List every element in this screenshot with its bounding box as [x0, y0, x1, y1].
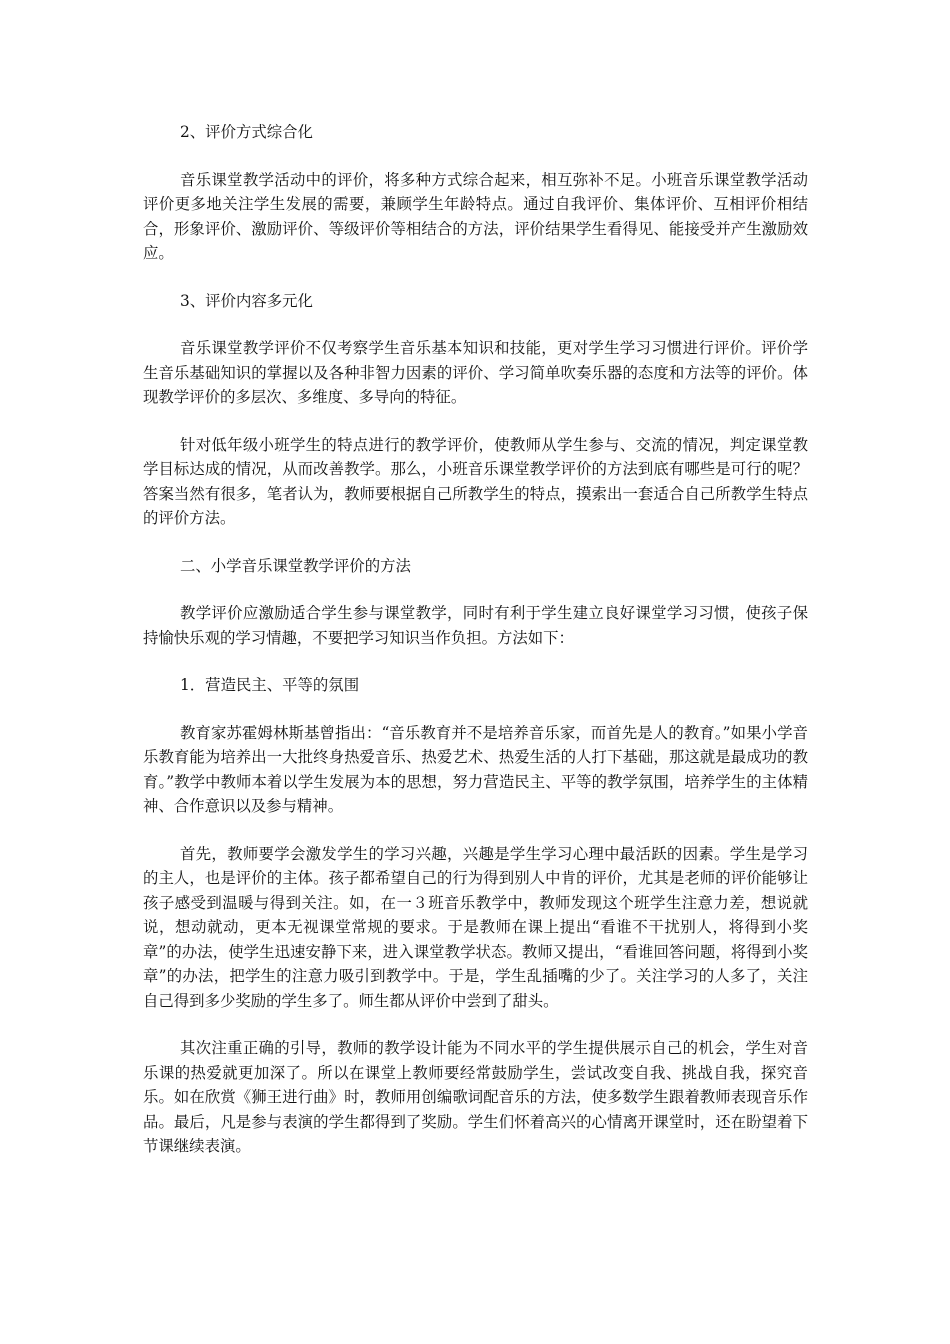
paragraph-low-grade-evaluation: 针对低年级小班学生的特点进行的教学评价，使教师从学生参与、交流的情况，判定课堂教学目标达成的情况，从而改善教学。那么，小班音乐课堂教学评价的方法到底有哪些是可行的呢？答案当然有很多，笔者认为，教师要根据自己所教学生的特点，摸索出一套适合自己所教学生特点的评价方法。 [143, 435, 808, 527]
paragraph-integrated-methods: 音乐课堂教学活动中的评价，将多种方式综合起来，相互弥补不足。小班音乐课堂教学活动评价更多地关注学生发展的需要，兼顾学生年龄特点。通过自我评价、集体评价、互相评价相结合，形象评价、激励评价、等级评价等相结合的方法，评价结果学生看得见、能接受并产生激励效应。 [143, 170, 808, 262]
subheading-democratic-atmosphere: 1．营造民主、平等的氛围 [180, 676, 360, 694]
paragraph-methods-intro: 教学评价应激励适合学生参与课堂教学，同时有利于学生建立良好课堂学习习惯，使孩子保持愉快乐观的学习情趣，不要把学习知识当作负担。方法如下： [143, 604, 808, 647]
paragraph-second-guidance: 其次注重正确的引导，教师的教学设计能为不同水平的学生提供展示自己的机会，学生对音乐课的热爱就更加深了。所以在课堂上教师要经常鼓励学生，尝试改变自我、挑战自我，探究音乐。如在欣赏《狮王进行曲》时，教师用创编歌词配音乐的方法，使多数学生跟着教师表现音乐作品。最后，凡是参与表演的学生都得到了奖励。学生们怀着高兴的心情离开课堂时，还在盼望着下节课继续表演。 [143, 1039, 808, 1155]
paragraph-sukhomlinsky-quote: 教育家苏霍姆林斯基曾指出：“音乐教育并不是培养音乐家，而首先是人的教育。”如果小学音乐教育能为培养出一大批终身热爱音乐、热爱艺术、热爱生活的人打下基础，那这就是最成功的教育。”教学中教师本着以学生发展为本的思想，努力营造民主、平等的教学氛围，培养学生的主体精神、合作意识以及参与精神。 [143, 723, 808, 815]
paragraph-first-interest: 首先，教师要学会激发学生的学习兴趣，兴趣是学生学习心理中最活跃的因素。学生是学习的主人，也是评价的主体。孩子都希望自己的行为得到别人中肯的评价，尤其是老师的评价能够让孩子感受到温暖与得到关注。如，在一３班音乐教学中，教师发现这个班学生注意力差，想说就说，想动就动，更本无视课堂常规的要求。于是教师在课上提出“看谁不干扰别人，将得到小奖章”的办法，使学生迅速安静下来，进入课堂教学状态。教师又提出，“看谁回答问题，将得到小奖章”的办法，把学生的注意力吸引到教学中。于是，学生乱插嘴的少了。关注学习的人多了，关注自己得到多少奖励的学生多了。师生都从评价中尝到了甜头。 [143, 844, 808, 1010]
document-body [143, 120, 808, 1182]
section-heading-evaluation-content-diverse: 3、评价内容多元化 [180, 291, 313, 310]
paragraph-diverse-content: 音乐课堂教学评价不仅考察学生音乐基本知识和技能，更对学生学习习惯进行评价。评价学生音乐基础知识的掌握以及各种非智力因素的评价、学习简单吹奏乐器的态度和方法等的评价。体现教学评价的多层次、多维度、多导向的特征。 [143, 339, 808, 406]
section-heading-evaluation-methods-integrated: 2、评价方式综合化 [180, 123, 313, 141]
section-heading-evaluation-methods: 二、小学音乐课堂教学评价的方法 [180, 556, 411, 575]
